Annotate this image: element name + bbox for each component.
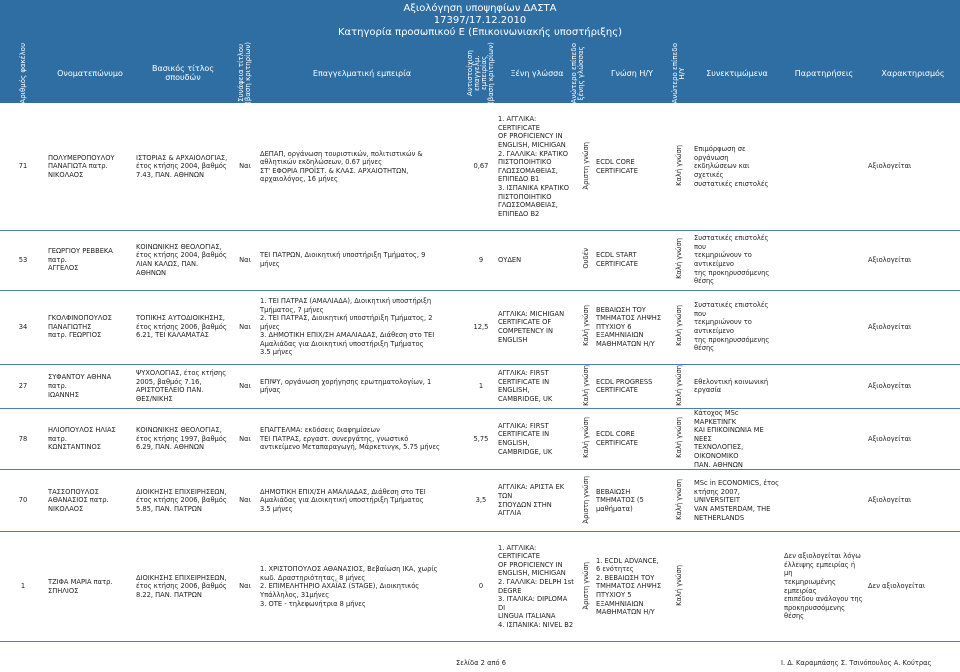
extra-qualifications (692, 104, 782, 230)
language-level (578, 104, 594, 230)
language-line: 2. ΓΑΛΛΙΚΑ: DELPH 1st (498, 578, 574, 587)
experience-line: 3.5 μήνες (260, 504, 293, 513)
extra-qualifications (692, 364, 782, 408)
experience (258, 408, 466, 469)
experience-score: 5,75 (466, 408, 496, 469)
degree (134, 230, 232, 290)
evaluation-table (0, 104, 960, 642)
experience (258, 532, 466, 642)
candidate-name-line: ΗΛΙΟΠΟΥΛΟΣ ΗΛΙΑΣ πατρ. (48, 426, 116, 443)
experience (258, 104, 466, 230)
language-line: ΑΓΓΛΙΚΑ: FIRST (498, 369, 549, 378)
notes (782, 470, 866, 532)
notes-line: επιπέδου ανάλογου της (784, 595, 863, 604)
extra-qualifications-line: Επιμόρφωση σε οργάνωση (694, 145, 746, 162)
experience-line: Αμαλιάδας για Διοικητική υποστήριξη Τμήματος (260, 496, 424, 505)
header-extra: Συνεκτιμώμενα (706, 68, 768, 78)
table-row (0, 104, 960, 230)
computer-skills (594, 364, 666, 408)
experience-line: ΔΕΠΑΠ, οργάνωση τουριστικών, πολιτιστικών & (260, 149, 423, 158)
table-row (0, 230, 960, 290)
computer-skills-line: ΕΞΑΜΗΝΙΑΙΩΝ (596, 331, 644, 340)
degree-relevance: Ναι (232, 532, 258, 642)
computer-skills-line: ECDL CORE (596, 158, 635, 167)
language-line: ΑΓΓΛΙΚΑ: FIRST (498, 421, 549, 430)
degree-line: έτος κτήσης 1997, βαθμός (136, 434, 227, 443)
degree-line: 6.29, ΠΑΝ. ΑΘΗΝΩΝ (136, 443, 204, 452)
experience-line: 3. ΔΗΜΟΤΙΚΗ ΕΠΙΧ/ΣΗ ΑΜΑΛΙΑΔΑΣ, Διάθεση στο ΤΕΙ (260, 331, 435, 340)
status: Αξιολογείται (866, 408, 960, 469)
experience-line: Τμήματος, 7 μήνες (260, 305, 324, 314)
computer-level-text: Καλή γνώση (674, 238, 683, 280)
notes (782, 230, 866, 290)
language-line: ΑΓΓΛΙΚΑ: ΑΡΙΣΤΑ ΕΚ ΤΩΝ (498, 483, 565, 501)
extra-qualifications (692, 408, 782, 469)
file-number: 34 (0, 290, 46, 364)
extra-qualifications-line: τεκμηριώνουν το αντικείμενο (694, 318, 752, 335)
extra-qualifications-line: VAN AMSTERDAM, THE (694, 504, 771, 513)
computer-level (666, 470, 692, 532)
candidate-name-line: ΝΙΚΟΛΑΟΣ (48, 171, 84, 180)
computer-skills-line: 6 ενότητες (596, 565, 634, 574)
computer-skills-line: 1. ECDL ADVANCE, (596, 556, 659, 565)
degree (134, 470, 232, 532)
candidate-name-line: ΤΖΙΦΑ ΜΑΡΙΑ πατρ. (48, 578, 113, 587)
header-degree-relevance: Συνάφεια τίτλου (βαση κριτηρίων) (237, 42, 252, 104)
file-number: 78 (0, 408, 46, 469)
language-level (578, 532, 594, 642)
language-level-text: Άριστη γνώση (581, 561, 590, 610)
computer-skills-line: CERTIFICATE (596, 439, 638, 448)
header-language: Ξένη γλώσσα (510, 68, 564, 78)
file-number: 1 (0, 532, 46, 642)
computer-skills-line: ΤΜΗΜΑΤΟΣ ΛΗΨΗΣ (596, 314, 662, 323)
computer-level (666, 364, 692, 408)
experience-line: αντικείμενο Μεταπαραγωγή, Μάρκετινγκ, 5.75 μήνες (260, 443, 440, 452)
extra-qualifications-line: συστατικές επιστολές (694, 179, 769, 188)
experience-score: 12,5 (466, 290, 496, 364)
language-line: 1. ΑΓΓΛΙΚΑ: CERTIFICATE (498, 543, 540, 561)
extra-qualifications-line: Συστατικές επιστολές που (694, 301, 769, 318)
candidate-name-line: ΓΕΩΡΓΙΟΥ ΡΕΒΒΕΚΑ πατρ. (48, 247, 113, 264)
extra-qualifications-line: ΚΑΙ ΕΠΙΚΟΙΝΩΝΙΑ ΜΕ ΝΕΕΣ (694, 426, 764, 443)
candidate-name-line: ΙΩΑΝΝΗΣ (48, 390, 79, 399)
language-level-text: Ουδέν (581, 248, 590, 269)
computer-level-text: Καλή γνώση (674, 478, 683, 520)
language-line: ΕΠΙΠΕΔΟ Β2 (498, 209, 540, 218)
computer-skills-line: ECDL START (596, 251, 637, 260)
candidate-name-line: ΝΙΚΟΛΑΟΣ (48, 504, 84, 513)
computer-skills (594, 408, 666, 469)
degree-relevance: Ναι (232, 104, 258, 230)
status: Αξιολογείται (866, 364, 960, 408)
language-line: ENGLISH, MICHIGAN (498, 140, 566, 149)
degree-line: 2005, βαθμός 7.16, (136, 377, 202, 386)
computer-level-text: Καλή γνώση (674, 305, 683, 347)
candidate-name-line: ΑΓΓΕΛΟΣ (48, 264, 79, 273)
computer-skills-line: ΒΕΒΑΙΩΣΗ ΤΟΥ (596, 305, 646, 314)
candidate-name (46, 364, 134, 408)
extra-qualifications-line: κτήσης 2007, UNIVERSITEIT (694, 487, 740, 505)
degree-line: 7.43, ΠΑΝ. ΑΘΗΝΩΝ (136, 171, 204, 180)
status: Αξιολογείται (866, 230, 960, 290)
header-experience: Επαγγελματική εμπειρία (312, 68, 412, 78)
extra-qualifications-line: NETHERLANDS (694, 513, 745, 522)
language-line: ΟΥΔΕΝ (498, 255, 522, 264)
table-row (0, 470, 960, 532)
degree-line: ΔΙΟΙΚΗΣΗΣ ΕΠΙΧΕΙΡΗΣΕΩΝ, (136, 487, 227, 496)
notes-line: τεκμηριωμένης εμπειρίας (784, 578, 836, 595)
experience-score: 9 (466, 230, 496, 290)
header-degree: Βασικός τίτλος σπουδών (151, 64, 215, 82)
language-line: 4. ΙΣΠΑΝΙΚΑ: NIVEL B2 (498, 621, 574, 630)
table-row (0, 290, 960, 364)
experience (258, 230, 466, 290)
computer-skills (594, 532, 666, 642)
experience-line: ΤΕΙ ΠΑΤΡΑΣ, εργαστ. συνεργάτης, γνωστικό (260, 434, 409, 443)
degree-line: ΚΟΙΝΩΝΙΚΗΣ ΘΕΟΛΟΓΙΑΣ, (136, 242, 222, 251)
candidate-name (46, 104, 134, 230)
degree (134, 364, 232, 408)
language-line: OF PROFICIENCY IN (498, 132, 563, 141)
language-line: 1. ΑΓΓΛΙΚΑ: CERTIFICATE (498, 115, 540, 132)
computer-level (666, 290, 692, 364)
language-line: 3. ΙΣΠΑΝΙΚΑ ΚΡΑΤΙΚΟ (498, 183, 570, 192)
status: Δεν αξιολογείται (866, 532, 960, 642)
language-level (578, 408, 594, 469)
header-computer: Γνώση Η/Υ (611, 68, 653, 78)
degree-relevance: Ναι (232, 408, 258, 469)
degree-relevance: Ναι (232, 470, 258, 532)
file-number: 53 (0, 230, 46, 290)
language-level-text: Καλή γνώση (581, 417, 590, 459)
header-language-level: Ανώτερο επίπεδο ξένης γλώσσας (570, 42, 585, 104)
degree-line: ΙΣΤΟΡΙΑΣ & ΑΡΧΑΙΟΛΟΓΙΑΣ, (136, 153, 228, 162)
experience-line: Αμαλιάδας για Διοικητική υποστήριξη Τμήματος (260, 339, 424, 348)
computer-skills-line: ΠΤΥΧΙΟΥ 6 (596, 322, 632, 331)
language-line: OF PROFICIENCY IN (498, 560, 563, 569)
candidate-name-line: πατρ. ΓΕΩΡΓΙΟΣ (48, 331, 102, 340)
extra-qualifications-line: της προκηρυσσόμενης θέσης (694, 268, 770, 286)
computer-level-text: Καλή γνώση (674, 564, 683, 606)
candidate-name-line: ΠΑΝΑΓΙΩΤΗΣ (48, 322, 92, 331)
language-line: ENGLISH, MICHIGAN (498, 569, 566, 578)
header-file-number: Αριθμός φακέλου (18, 42, 27, 104)
language-line: ΕΠΙΠΕΔΟ Β1 (498, 175, 540, 184)
candidate-name-line: ΤΑΣΣΟΠΟΥΛΟΣ (48, 487, 99, 496)
status: Αξιολογείται (866, 104, 960, 230)
header-status: Χαρακτηρισμός (881, 68, 945, 78)
notes (782, 408, 866, 469)
experience-line: μήνας (260, 386, 281, 395)
computer-skills-line: ΕΞΑΜΗΝΙΑΙΩΝ (596, 599, 644, 608)
table-row (0, 532, 960, 642)
extra-qualifications-line: MSc in ECONOMICS, έτος (694, 479, 780, 488)
extra-qualifications-line: της προκηρυσσόμενης θέσης (694, 335, 770, 353)
candidate-name-line: ΚΩΝΣΤΑΝΤΙΝΟΣ (48, 443, 101, 452)
table-row (0, 408, 960, 469)
computer-skills-line: μαθήματα) (596, 504, 633, 513)
candidate-name-line: ΠΑΝΑΓΙΩΤΑ πατρ. (48, 162, 108, 171)
language-line: ΠΙΣΤΟΠΟΙΗΤΙΚΟ (498, 192, 552, 201)
language-line: 2. ΓΑΛΛΙΚΑ: ΚΡΑΤΙΚΟ (498, 149, 568, 158)
language-line: ΑΓΓΛΙΚΑ: MICHIGAN (498, 309, 565, 318)
status: Αξιολογείται (866, 470, 960, 532)
candidate-name (46, 532, 134, 642)
degree-line: έτος κτήσης 2004, βαθμός (136, 251, 227, 260)
degree (134, 104, 232, 230)
extra-qualifications-line: τεκμηριώνουν το αντικείμενο (694, 251, 752, 268)
language-level-text: Άριστη γνώση (581, 141, 590, 190)
experience (258, 364, 466, 408)
signatories: Ι. Δ. Καραμπάσης Σ. Τσινόπουλος Α. Κούτρας (781, 659, 932, 667)
experience-line: 1. ΧΡΙΣΤΟΠΟΥΛΟΣ ΑΘΑΝΑΣΙΟΣ, Βεβαίωση ΙΚΑ, χωρίς (260, 565, 438, 574)
degree-line: ΑΘΗΝΩΝ (136, 268, 166, 277)
language-line: COMPETENCY IN ENGLISH (498, 327, 554, 344)
experience-score: 0 (466, 532, 496, 642)
candidate-name-line: ΑΘΑΝΑΣΙΟΣ πατρ. (48, 496, 109, 505)
file-number: 70 (0, 470, 46, 532)
degree-line: έτος κτήσης 2004, βαθμός (136, 162, 227, 171)
candidate-name (46, 408, 134, 469)
extra-qualifications-line: εκδηλώσεων και σχετικές (694, 162, 750, 180)
extra-qualifications-line: ΤΕΧΝΟΛΟΓΙΕΣ, ΟΙΚΟΝΟΜΙΚΟ (694, 443, 744, 460)
language-level-text: Άριστη γνώση (581, 475, 590, 524)
experience-line: αθλητικών εκδηλώσεων, 0.67 μήνες (260, 158, 383, 167)
experience-line: μήνες (260, 260, 280, 268)
computer-skills (594, 104, 666, 230)
header-notes: Παρατηρήσεις (794, 68, 854, 78)
language (496, 532, 578, 642)
notes (782, 532, 866, 642)
extra-qualifications (692, 532, 782, 642)
experience (258, 470, 466, 532)
language-level (578, 470, 594, 532)
candidate-name-line: ΣΠΗΛΙΟΣ (48, 586, 79, 595)
experience-line: 1. ΤΕΙ ΠΑΤΡΑΣ (ΑΜΑΛΙΑΔΑ), Διοικητική υποστήριξη (260, 296, 432, 305)
extra-qualifications-line: Κάτοχος MSc ΜΑΡΚΕΤΙΝΓΚ (694, 408, 739, 426)
language (496, 408, 578, 469)
document-category: Κατηγορία προσωπικού Ε (Επικοινωνιακής υποστήριξης) (338, 27, 622, 38)
experience-line: 2. ΤΕΙ ΠΑΤΡΑΣ, Διοικητική υποστήριξη Τμήματος, 2 (260, 314, 433, 323)
degree (134, 290, 232, 364)
experience-line: 3.5 μήνες (260, 348, 293, 357)
candidate-name (46, 230, 134, 290)
experience-line: ΕΠΙΨΥ, οργάνωση χορήγησης ερωτηματολογίων, 1 (260, 377, 432, 386)
language-line: CAMBRIDGE, UK (498, 394, 553, 403)
experience-score: 1 (466, 364, 496, 408)
language-line: ΓΛΩΣΣΟΜΑΘΕΙΑΣ, (498, 166, 558, 175)
degree-line: ΛΙΑΝ ΚΑΛΩΣ, ΠΑΝ. (136, 260, 199, 268)
computer-skills (594, 290, 666, 364)
header-computer-level: Ανώτερο επίπεδο Η/Υ (671, 42, 686, 104)
computer-level (666, 532, 692, 642)
extra-qualifications (692, 470, 782, 532)
degree (134, 532, 232, 642)
extra-qualifications-line: Εθελοντική κοινωνική (694, 377, 769, 386)
language-line: CERTIFICATE IN ENGLISH, (498, 377, 550, 395)
language-level (578, 364, 594, 408)
experience-line: 3. ΟΤΕ - τηλεφωνήτρια 8 μήνες (260, 599, 366, 608)
computer-level-text: Καλή γνώση (674, 145, 683, 186)
status: Αξιολογείται (866, 290, 960, 364)
degree-line: 6.21, ΤΕΙ ΚΑΛΑΜΑΤΑΣ (136, 331, 209, 340)
degree-line: έτος κτήσης 2006, βαθμός (136, 582, 227, 591)
candidate-name (46, 470, 134, 532)
experience (258, 290, 466, 364)
computer-level (666, 230, 692, 290)
language-line: CAMBRIDGE, UK (498, 447, 553, 456)
candidate-name-line: ΠΟΛΥΜΕΡΟΠΟΥΛΟΥ (48, 153, 115, 162)
notes (782, 104, 866, 230)
computer-skills (594, 230, 666, 290)
degree-line: ΑΡΙΣΤΟΤΕΛΕΙΟ ΠΑΝ. (136, 386, 204, 395)
degree-line: ΔΙΟΙΚΗΣΗΣ ΕΠΙΧΕΙΡΗΣΕΩΝ, (136, 573, 227, 582)
language (496, 104, 578, 230)
experience-score: 0,67 (466, 104, 496, 230)
experience-line: μήνες (260, 322, 280, 331)
extra-qualifications-line: ΠΑΝ. ΑΘΗΝΩΝ (694, 460, 743, 469)
extra-qualifications (692, 290, 782, 364)
file-number: 27 (0, 364, 46, 408)
table-row (0, 364, 960, 408)
computer-skills-line: CERTIFICATE (596, 386, 638, 395)
degree-line: ΘΕΣ/ΝΙΚΗΣ (136, 394, 173, 403)
notes (782, 364, 866, 408)
language-line: CERTIFICATE OF (498, 318, 552, 327)
computer-skills-line: ΤΜΗΜΑΤΟΣ (5 (596, 496, 644, 505)
header-name: Ονοματεπώνυμο (57, 68, 123, 78)
language-line: ΓΛΩΣΣΟΜΑΘΕΙΑΣ, (498, 201, 558, 210)
degree-relevance: Ναι (232, 290, 258, 364)
document-title: Αξιολόγηση υποψηφίων ΔΑΣΤΑ (403, 3, 557, 14)
computer-level (666, 104, 692, 230)
language-line: LINGUA ITALIANA (498, 612, 556, 621)
page-number: Σελίδα 2 από 6 (456, 659, 506, 667)
language-level (578, 290, 594, 364)
experience-score: 3,5 (466, 470, 496, 532)
experience-line: αρχαιολόγος, 16 μήνες (260, 175, 338, 184)
computer-skills-line: ΠΤΥΧΙΟΥ 5 (596, 590, 632, 599)
file-number: 71 (0, 104, 46, 230)
extra-qualifications-line: Συστατικές επιστολές που (694, 234, 769, 251)
degree-line: έτος κτήσης 2006, βαθμός (136, 322, 227, 331)
language-line: DEGRE (498, 586, 522, 595)
computer-skills-line: ΜΑΘΗΜΑΤΩΝ Η/Υ (596, 608, 655, 617)
language (496, 364, 578, 408)
language (496, 290, 578, 364)
candidate-name-line: ΓΚΟΛΦΙΝΟΠΟΥΛΟΣ (48, 314, 112, 323)
experience-line: ΕΠΑΓΓΕΛΜΑ: εκδόσεις διαφημίσεων (260, 426, 380, 435)
language-level-text: Καλή γνώση (581, 364, 590, 406)
language (496, 230, 578, 290)
degree (134, 408, 232, 469)
language (496, 470, 578, 532)
extra-qualifications (692, 230, 782, 290)
language-line: ΣΠΟΥΔΩΝ ΣΤΗΝ ΑΓΓΛΙΑ (498, 500, 552, 518)
experience-line: ΣΤ' ΕΦΟΡΙΑ ΠΡΟΪΣΤ. & ΚΛΑΣ. ΑΡΧΑΙΟΤΗΤΩΝ, (260, 166, 409, 175)
computer-skills-line: CERTIFICATE (596, 166, 638, 175)
computer-level (666, 408, 692, 469)
degree-line: ΚΟΙΝΩΝΙΚΗΣ ΘΕΟΛΟΓΙΑΣ, (136, 426, 222, 435)
computer-skills-line: ECDL CORE (596, 430, 635, 439)
degree-line: ΤΟΠΙΚΗΣ ΑΥΤΟΔΙΟΙΚΗΣΗΣ, (136, 314, 225, 323)
experience-line: ΤΕΙ ΠΑΤΡΩΝ, Διοικητική υποστήριξη Τμήματος, 9 (260, 251, 426, 260)
degree-line: ΨΥΧΟΛΟΓΙΑΣ, έτος κτήσης (136, 369, 227, 378)
computer-skills-line: ECDL PROGRESS (596, 377, 653, 386)
degree-line: έτος κτήσης 2006, βαθμός (136, 496, 227, 505)
notes-line: Δεν αξιολογείται λόγω (784, 552, 861, 561)
computer-skills-line: ΤΜΗΜΑΤΟΣ ΛΗΨΗΣ (596, 582, 662, 591)
notes-line: προκηρυσσόμενης θέσης (784, 603, 845, 621)
candidate-name-line: ΣΥΦΑΝΤΟΥ ΑΘΗΝΑ πατρ. (48, 373, 112, 390)
computer-skills-line: ΒΕΒΑΙΩΣΗ (596, 487, 631, 496)
degree-relevance: Ναι (232, 230, 258, 290)
candidate-name (46, 290, 134, 364)
document-subtitle: 17397/17.12.2010 (433, 15, 527, 26)
experience-line: ΔΗΜΟΤΙΚΗ ΕΠΙΧ/ΣΗ ΑΜΑΛΙΑΔΑΣ, Διάθεση στο ΤΕΙ (260, 487, 426, 496)
computer-skills-line: CERTIFICATE (596, 260, 638, 268)
experience-line: Υπάλληλος, 31μήνες (260, 590, 330, 599)
notes-line: έλλειψης εμπειρίας ή μη (784, 560, 856, 578)
computer-skills (594, 470, 666, 532)
language-line: CERTIFICATE IN ENGLISH, (498, 430, 550, 448)
header-experience-score: Αντιστοίχιση επαγγελμ. εμπειρίας (βαση κριτηρίων) (466, 42, 495, 104)
language-level (578, 230, 594, 290)
notes (782, 290, 866, 364)
computer-skills-line: ΜΑΘΗΜΑΤΩΝ Η/Υ (596, 339, 655, 348)
computer-level-text: Καλή γνώση (674, 364, 683, 406)
language-level-text: Καλή γνώση (581, 305, 590, 347)
degree-relevance: Ναι (232, 364, 258, 408)
computer-level-text: Καλή γνώση (674, 417, 683, 459)
degree-line: 5.85, ΠΑΝ. ΠΑΤΡΩΝ (136, 504, 202, 513)
language-line: ΠΙΣΤΟΠΟΙΗΤΙΚΟ (498, 158, 552, 167)
experience-line: 2. ΕΠΙΜΕΛΗΤΗΡΙΟ ΑΧΑΪΑΣ (STAGE), Διοικητικός (260, 582, 420, 591)
experience-line: κωδ. Δραστηριότητας, 8 μήνες (260, 573, 366, 582)
degree-line: 8.22, ΠΑΝ. ΠΑΤΡΩΝ (136, 590, 202, 599)
language-line: 3. ΙΤΑΛΙΚΑ: DIPLOMA DI (498, 595, 568, 612)
extra-qualifications-line: εργασία (694, 386, 722, 395)
computer-skills-line: 2. ΒΕΒΑΙΩΣΗ ΤΟΥ (596, 573, 655, 582)
